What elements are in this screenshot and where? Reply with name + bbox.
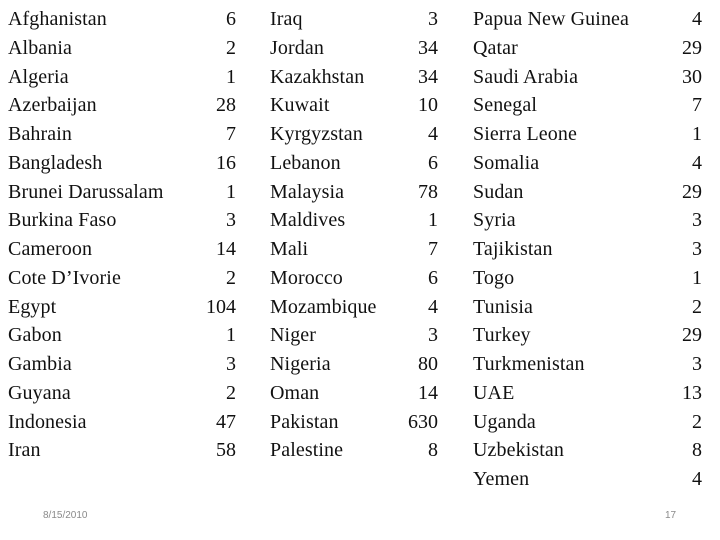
country-row bbox=[473, 149, 702, 178]
country-name: Iran bbox=[8, 439, 41, 462]
country-row bbox=[473, 350, 702, 379]
country-row bbox=[270, 5, 438, 34]
country-name: Lebanon bbox=[270, 151, 341, 174]
country-name: Kyrgyzstan bbox=[270, 123, 363, 145]
country-row bbox=[270, 235, 438, 264]
country-count: 3 bbox=[428, 324, 438, 347]
country-name: Sudan bbox=[473, 180, 524, 203]
country-count: 28 bbox=[216, 94, 236, 117]
country-count: 630 bbox=[408, 410, 438, 433]
country-row bbox=[473, 235, 702, 264]
country-row bbox=[270, 63, 438, 92]
country-count: 3 bbox=[226, 353, 236, 375]
country-count: 34 bbox=[418, 36, 438, 59]
country-count: 1 bbox=[226, 65, 236, 88]
country-name: Togo bbox=[473, 266, 515, 289]
country-count: 7 bbox=[226, 123, 236, 145]
country-row bbox=[473, 465, 702, 494]
country-row bbox=[8, 436, 236, 465]
country-count: 29 bbox=[682, 180, 702, 203]
country-count: 2 bbox=[226, 266, 236, 289]
country-row bbox=[8, 120, 236, 149]
country-count: 13 bbox=[682, 381, 702, 404]
country-row bbox=[473, 264, 702, 293]
country-count: 14 bbox=[418, 381, 438, 404]
country-name: Egypt bbox=[8, 295, 57, 318]
country-count: 80 bbox=[418, 353, 438, 375]
country-count: 1 bbox=[226, 180, 236, 203]
country-row bbox=[473, 436, 702, 465]
country-count: 1 bbox=[428, 209, 438, 232]
country-count: 1 bbox=[226, 324, 236, 347]
country-name: Sierra Leone bbox=[473, 123, 577, 145]
country-count: 8 bbox=[428, 439, 438, 462]
country-row bbox=[473, 379, 702, 408]
country-name: Burkina Faso bbox=[8, 209, 117, 232]
country-row bbox=[8, 149, 236, 178]
country-name: Qatar bbox=[473, 36, 518, 59]
country-row bbox=[270, 436, 438, 465]
country-count: 29 bbox=[682, 36, 702, 59]
country-count: 8 bbox=[692, 439, 702, 462]
country-row bbox=[473, 321, 702, 350]
footer-date: 8/15/2010 bbox=[43, 510, 88, 521]
country-row bbox=[270, 321, 438, 350]
country-count: 4 bbox=[428, 123, 438, 145]
country-name: Gambia bbox=[8, 353, 72, 375]
country-name: Azerbaijan bbox=[8, 94, 97, 117]
country-name: Tunisia bbox=[473, 295, 533, 318]
country-name: Morocco bbox=[270, 266, 343, 289]
country-count: 30 bbox=[682, 65, 702, 88]
country-name: Mali bbox=[270, 238, 309, 260]
country-row bbox=[473, 293, 702, 322]
country-row bbox=[8, 34, 236, 63]
country-row bbox=[8, 379, 236, 408]
country-name: Mozambique bbox=[270, 295, 377, 318]
country-row bbox=[8, 178, 236, 207]
country-count: 3 bbox=[692, 209, 702, 232]
country-name: Afghanistan bbox=[8, 8, 107, 30]
country-column-1 bbox=[8, 5, 236, 465]
country-name: Tajikistan bbox=[473, 238, 553, 260]
country-name: Algeria bbox=[8, 65, 69, 88]
country-row bbox=[270, 34, 438, 63]
country-count: 2 bbox=[226, 36, 236, 59]
country-row bbox=[270, 91, 438, 120]
country-name: Bangladesh bbox=[8, 151, 103, 174]
country-name: Pakistan bbox=[270, 410, 339, 433]
country-row bbox=[270, 293, 438, 322]
country-row bbox=[473, 408, 702, 437]
country-row bbox=[270, 120, 438, 149]
country-count: 7 bbox=[428, 238, 438, 260]
country-name: Maldives bbox=[270, 209, 346, 232]
country-count: 14 bbox=[216, 238, 236, 260]
country-count: 10 bbox=[418, 94, 438, 117]
country-count: 4 bbox=[692, 468, 702, 490]
country-count: 7 bbox=[692, 94, 702, 117]
country-row bbox=[8, 293, 236, 322]
country-column-2 bbox=[270, 5, 438, 465]
country-row bbox=[270, 206, 438, 235]
country-row bbox=[473, 34, 702, 63]
country-name: Guyana bbox=[8, 381, 71, 404]
country-name: Brunei Darussalam bbox=[8, 180, 164, 203]
country-name: Albania bbox=[8, 36, 73, 59]
country-row bbox=[473, 5, 702, 34]
country-name: Malaysia bbox=[270, 180, 345, 203]
country-count: 3 bbox=[692, 353, 702, 375]
country-name: Iraq bbox=[270, 8, 303, 30]
country-name: Turkey bbox=[473, 324, 531, 347]
country-name: Niger bbox=[270, 324, 317, 347]
country-count: 4 bbox=[692, 8, 702, 30]
country-row bbox=[8, 5, 236, 34]
country-name: UAE bbox=[473, 381, 515, 404]
slide-number: 17 bbox=[665, 510, 677, 521]
country-row bbox=[473, 91, 702, 120]
country-name: Cote D’Ivorie bbox=[8, 266, 121, 289]
country-row bbox=[473, 206, 702, 235]
country-name: Turkmenistan bbox=[473, 353, 585, 375]
country-count: 78 bbox=[418, 180, 438, 203]
country-row bbox=[8, 235, 236, 264]
country-name: Gabon bbox=[8, 324, 62, 347]
country-name: Yemen bbox=[473, 468, 530, 490]
country-count: 6 bbox=[428, 266, 438, 289]
country-count: 6 bbox=[428, 151, 438, 174]
country-row bbox=[270, 350, 438, 379]
country-name: Jordan bbox=[270, 36, 324, 59]
country-count: 29 bbox=[682, 324, 702, 347]
country-count: 104 bbox=[206, 295, 236, 318]
country-name: Kazakhstan bbox=[270, 65, 365, 88]
country-row bbox=[270, 264, 438, 293]
country-count: 58 bbox=[216, 439, 236, 462]
country-name: Papua New Guinea bbox=[473, 8, 629, 30]
country-row bbox=[473, 120, 702, 149]
country-count: 1 bbox=[692, 266, 702, 289]
country-name: Bahrain bbox=[8, 123, 73, 145]
country-count: 6 bbox=[226, 8, 236, 30]
country-name: Kuwait bbox=[270, 94, 330, 117]
country-count: 4 bbox=[692, 151, 702, 174]
country-row bbox=[473, 178, 702, 207]
country-name: Oman bbox=[270, 381, 320, 404]
country-count: 34 bbox=[418, 65, 438, 88]
country-count: 3 bbox=[692, 238, 702, 260]
country-row bbox=[270, 408, 438, 437]
country-row bbox=[8, 91, 236, 120]
country-count: 1 bbox=[692, 123, 702, 145]
country-name: Saudi Arabia bbox=[473, 65, 579, 88]
country-row bbox=[270, 379, 438, 408]
country-row bbox=[8, 264, 236, 293]
country-count: 47 bbox=[216, 410, 236, 433]
country-name: Syria bbox=[473, 209, 516, 232]
country-row bbox=[8, 350, 236, 379]
country-column-3 bbox=[473, 5, 702, 494]
country-count: 4 bbox=[428, 295, 438, 318]
country-name: Uganda bbox=[473, 410, 536, 433]
country-row bbox=[270, 149, 438, 178]
country-row bbox=[8, 408, 236, 437]
country-name: Indonesia bbox=[8, 410, 87, 433]
country-count: 2 bbox=[692, 295, 702, 318]
country-count: 2 bbox=[692, 410, 702, 433]
country-row bbox=[473, 63, 702, 92]
country-count: 2 bbox=[226, 381, 236, 404]
country-name: Palestine bbox=[270, 439, 344, 462]
country-count: 16 bbox=[216, 151, 236, 174]
country-count: 3 bbox=[226, 209, 236, 232]
country-name: Senegal bbox=[473, 94, 538, 117]
country-name: Somalia bbox=[473, 151, 540, 174]
country-name: Nigeria bbox=[270, 353, 331, 375]
country-row bbox=[8, 206, 236, 235]
country-name: Cameroon bbox=[8, 238, 93, 260]
country-row bbox=[8, 321, 236, 350]
country-row bbox=[8, 63, 236, 92]
country-name: Uzbekistan bbox=[473, 439, 564, 462]
country-row bbox=[270, 178, 438, 207]
country-count: 3 bbox=[428, 8, 438, 30]
